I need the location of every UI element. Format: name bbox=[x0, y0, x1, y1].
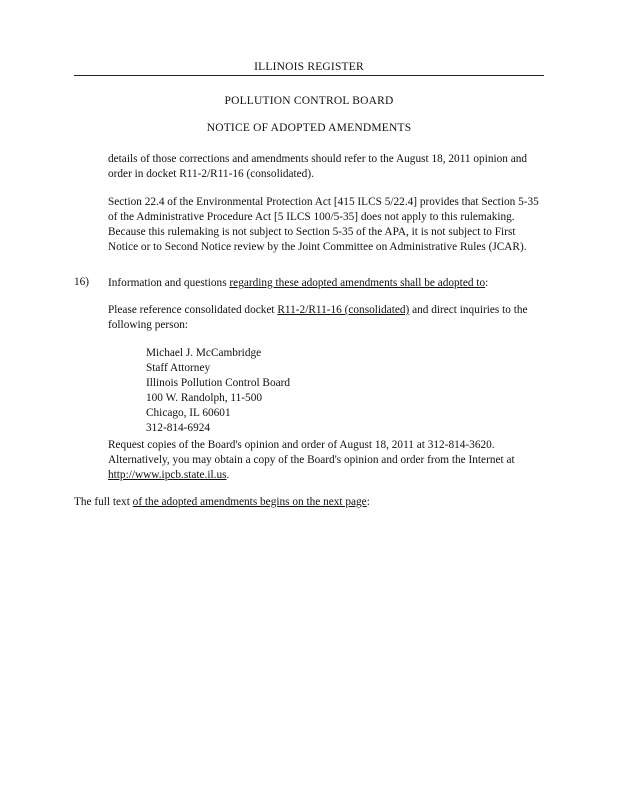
full-text-suffix: : bbox=[366, 496, 370, 508]
header-rule bbox=[74, 75, 544, 76]
contact-address-block bbox=[146, 346, 290, 436]
questions-prefix: Information and questions bbox=[108, 277, 230, 289]
notice-title: NOTICE OF ADOPTED AMENDMENTS bbox=[206, 122, 412, 134]
intro-paragraph: details of those corrections and amendments should refer to the August 18, 2011 opinion and order in docket R11-2/R11-16 (consolidated). bbox=[108, 153, 528, 180]
request-paragraph bbox=[108, 438, 548, 483]
reference-paragraph bbox=[108, 303, 548, 333]
request-prefix: Request copies of the Board's opinion and order of August 18, 2011 at 312-814-3620. Alternatively, you may obtain a copy of the Board's opinion and order from the Internet at bbox=[108, 439, 515, 466]
questions-suffix: : bbox=[485, 277, 489, 289]
reference-docket: R11-2/R11-16 (consolidated) bbox=[277, 304, 410, 316]
board-website-link[interactable]: http://www.ipcb.state.il.us bbox=[108, 469, 227, 481]
contact-phone: 312-814-6924 bbox=[146, 422, 211, 434]
contact-org: Illinois Pollution Control Board bbox=[146, 377, 291, 389]
full-text-note bbox=[74, 495, 554, 510]
item-number: 16) bbox=[74, 276, 90, 288]
full-text-prefix: The full text bbox=[74, 496, 133, 508]
contact-city: Chicago, IL 60601 bbox=[146, 407, 231, 419]
contact-name: Michael J. McCambridge bbox=[146, 347, 262, 359]
section-paragraph: Section 22.4 of the Environmental Protection Act [415 ILCS 5/22.4] provides that Section 5-35 of the Administrative Procedure Act [5 ILCS 100/5-35] does not apply to this rulemaking. Because this rulemaking is not subject to Section 5-35 of the APA, it is not subject to First Notice or to Second Notice review by the Joint Committee on Administrative Rules (JCAR). bbox=[108, 196, 539, 253]
request-suffix: . bbox=[226, 469, 230, 481]
questions-paragraph bbox=[108, 276, 548, 291]
register-title bbox=[74, 61, 544, 73]
register-title-text: ILLINOIS REGISTER bbox=[250, 61, 368, 73]
full-text-underlined: of the adopted amendments begins on the next page bbox=[132, 496, 367, 508]
reference-suffix: and direct inquiries to the following person: bbox=[108, 304, 528, 331]
questions-underlined: regarding these adopted amendments shall be adopted to bbox=[229, 277, 486, 289]
contact-street: 100 W. Randolph, 11-500 bbox=[146, 392, 263, 404]
board-title: POLLUTION CONTROL BOARD bbox=[224, 95, 394, 107]
contact-title: Staff Attorney bbox=[146, 362, 211, 374]
reference-prefix: Please reference consolidated docket bbox=[108, 304, 278, 316]
